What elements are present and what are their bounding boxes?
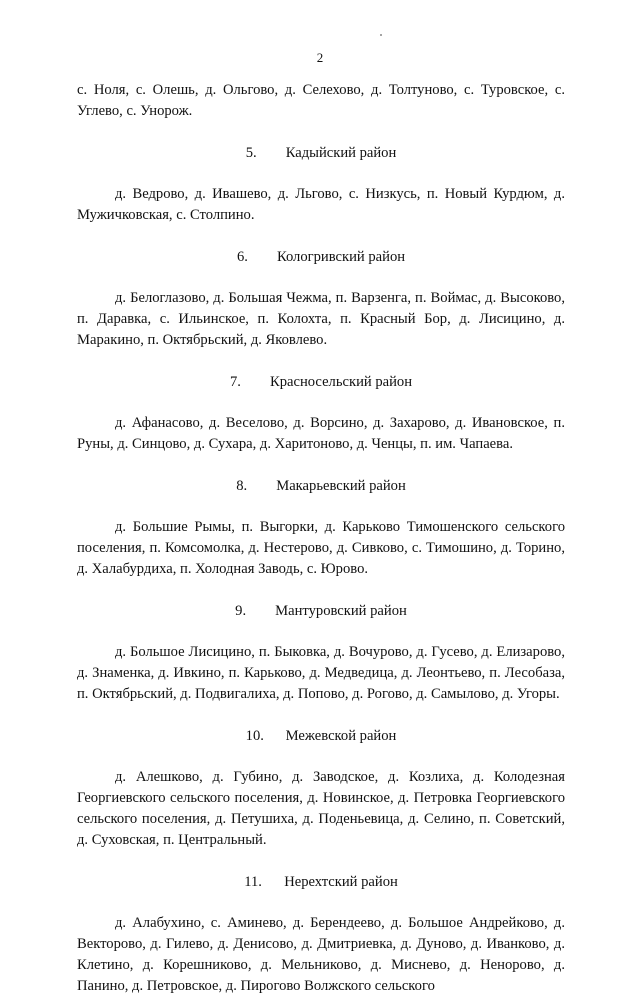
section-number: 11. bbox=[244, 874, 262, 890]
section-text-9: д. Большое Лисицино, п. Быковка, д. Вочурово, д. Гусево, д. Елизарово, д. Знаменка, д. Ивкино, п. Карьково, д. Медведица, д. Леонтьево, п. Лесобаза, п. Октябрьский, д. Подвигалиха, д. Попово, д. Рогово, д. Самылово, д. Угоры. bbox=[77, 644, 565, 702]
scan-speck bbox=[380, 34, 382, 36]
section-number: 7. bbox=[229, 374, 241, 390]
section-number: 9. bbox=[235, 603, 247, 619]
section-text-10: д. Алешково, д. Губино, д. Заводское, д. Козлиха, д. Колодезная Георгиевского сельского поселения, д. Новинское, д. Петровка Георгиевского сельского поселения, д. Петушиха, д. Поденьевица, д. Селино, п. Советский, д. Суховская, п. Центральный. bbox=[77, 769, 565, 848]
section-title: Мантуровский район bbox=[275, 603, 407, 619]
section-title: Макарьевский район bbox=[276, 478, 406, 494]
section-number: 8. bbox=[236, 478, 248, 494]
section-text-8: д. Большие Рымы, п. Выгорки, д. Карьково Тимошенского сельского поселения, п. Комсомолка, д. Нестерово, д. Сивково, с. Тимошино, д. Торино, д. Халабурдиха, п. Холодная Заводь, с. Юрово. bbox=[77, 519, 565, 577]
section-text-11: д. Алабухино, с. Аминево, д. Берендеево, д. Большое Андрейково, д. Векторово, д. Гилево, д. Денисово, д. Дмитриевка, д. Дуново, д. Иванково, д. Клетино, д. Корешниково, д. Мельниково, д. Миснево, д. Ненорово, д. Панино, д. Петровское, д. Пирогово Волжского сельского bbox=[77, 915, 565, 994]
section-heading-9 bbox=[77, 601, 565, 622]
section-title: Кадыйский район bbox=[285, 145, 397, 161]
section-text-5: д. Ведрово, д. Ивашево, д. Льгово, с. Низкусь, п. Новый Курдюм, д. Мужичковская, с. Столпино. bbox=[77, 186, 565, 223]
section-heading-10 bbox=[77, 726, 565, 747]
section-heading-8 bbox=[77, 476, 565, 497]
section-text-6: д. Белоглазово, д. Большая Чежма, п. Варзенга, п. Воймас, д. Высоково, п. Даравка, с. Ильинское, п. Колохта, п. Красный Бор, д. Лисицино, д. Маракино, п. Октябрьский, д. Яковлево. bbox=[77, 290, 565, 348]
section-number: 5. bbox=[245, 145, 257, 161]
section-heading-7 bbox=[77, 372, 565, 393]
section-title: Нерехтский район bbox=[284, 874, 398, 890]
page-number: 2 bbox=[316, 50, 324, 65]
intro-paragraph: с. Ноля, с. Олешь, д. Ольгово, д. Селехово, д. Толтуново, с. Туровское, с. Углево, с. Унорож. bbox=[77, 82, 565, 119]
section-number: 6. bbox=[236, 249, 248, 265]
section-heading-5 bbox=[77, 143, 565, 164]
section-number: 10. bbox=[245, 728, 264, 744]
section-title: Красносельский район bbox=[269, 374, 413, 390]
section-text-7: д. Афанасово, д. Веселово, д. Ворсино, д. Захарово, д. Ивановское, п. Руны, д. Синцово, д. Сухара, д. Харитоново, д. Ченцы, п. им. Чапаева. bbox=[77, 415, 565, 452]
section-heading-6 bbox=[77, 247, 565, 268]
section-title: Кологривский район bbox=[276, 249, 406, 265]
document-body bbox=[77, 80, 565, 997]
section-title: Межевской район bbox=[285, 728, 397, 744]
section-heading-11 bbox=[77, 872, 565, 893]
